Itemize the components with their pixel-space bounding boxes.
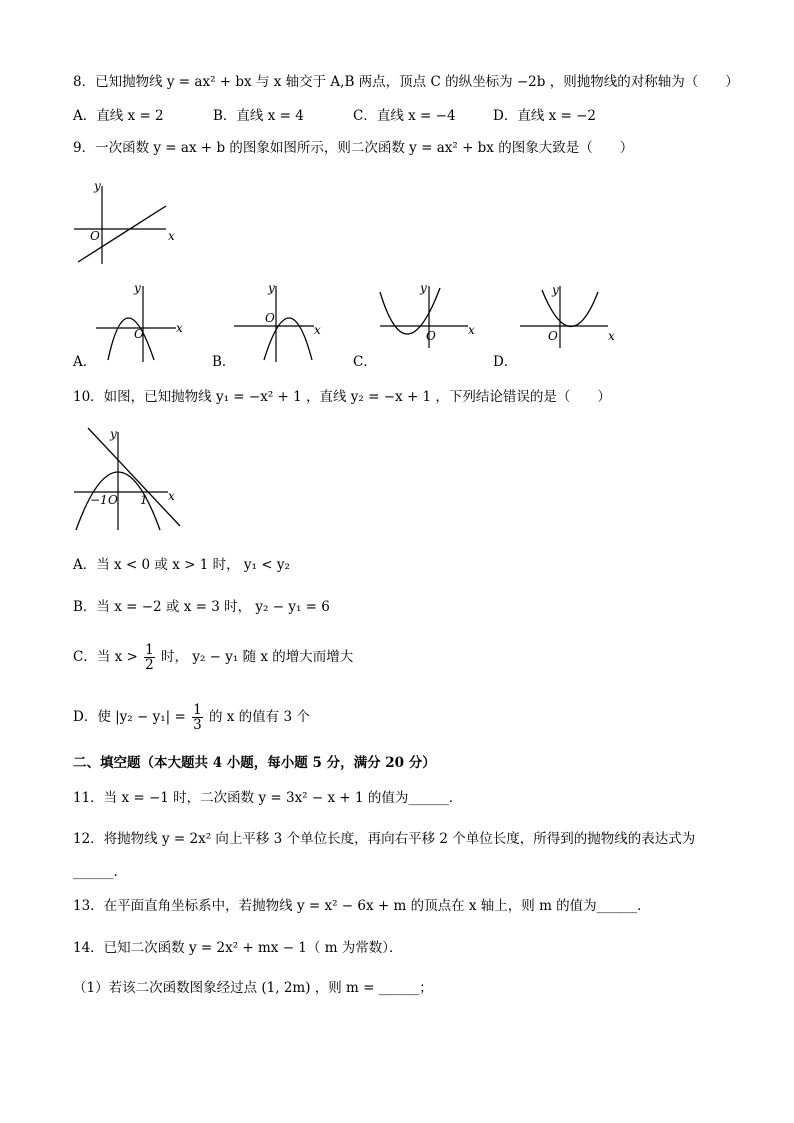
q10-graph-one-label: 1 [140,493,148,507]
q9-b-y-label: y [268,281,275,295]
q9-c-x-label: x [468,323,475,337]
q9-option-c-graph[interactable] [376,282,476,352]
q9-option-b[interactable]: B． [212,354,236,370]
q9-option-b-graph[interactable] [234,282,324,362]
q9-graph-origin-label: O [90,229,100,243]
q9-graph-y-label: y [94,179,101,193]
q10-option-c[interactable] [73,640,353,674]
q9-option-c[interactable]: C． [353,354,377,370]
q13: 13．在平面直角坐标系中，若抛物线 y = x² − 6x + m 的顶点在 x 轴上，则 m 的值为______． [73,898,651,914]
q10-stem: 10．如图，已知抛物线 y₁ = −x² + 1 ，直线 y₂ = −x + 1 ，下列结论错误的是（ ） [73,389,611,405]
q9-c-y-label: y [420,281,427,295]
q11: 11．当 x = −1 时，二次函数 y = 3x² − x + 1 的值为______． [73,790,463,806]
q10-option-d-prefix: D．使 |y₂ − y₁| = [73,709,186,725]
q10-graph-origin-label: O [108,493,118,507]
q9-graph-x-label: x [168,229,175,243]
q9-a-x-label: x [176,321,183,335]
q10-graph [74,426,186,532]
q10-option-d-fraction [192,703,203,732]
q10-option-a[interactable]: A．当 x < 0 或 x > 1 时， y₁ < y₂ [73,557,290,573]
q10-option-b[interactable]: B．当 x = −2 或 x = 3 时， y₂ − y₁ = 6 [73,599,330,615]
q10-graph-x-label: x [168,489,175,503]
q10-option-d-num: 1 [193,702,202,718]
q10-option-c-prefix: C．当 x > [73,649,138,665]
q9-b-x-label: x [314,323,321,337]
q9-d-x-label: x [608,329,615,343]
q10-option-c-suffix: 时， y₂ − y₁ 随 x 的增大而增大 [161,649,354,665]
q12-line2[interactable]: ______． [73,864,127,880]
q9-linear-graph [74,178,180,264]
q9-option-a[interactable]: A． [73,354,97,370]
q9-d-y-label: y [552,283,559,297]
q10-graph-y-label: y [110,427,117,441]
q14-part1: （1）若该二次函数图象经过点 (1, 2m) ，则 m = ______； [73,980,433,996]
q10-option-d-suffix: 的 x 的值有 3 个 [208,709,310,725]
q9-option-a-graph[interactable] [96,282,186,362]
q10-option-c-fraction [144,643,155,672]
q10-option-d[interactable] [73,700,310,734]
q9-option-d[interactable]: D． [493,354,518,370]
q8-stem: 8．已知抛物线 y = ax² + bx 与 x 轴交于 A,B 两点，顶点 C 的纵坐标为 −2b ，则抛物线的对称轴为（ ） [73,74,739,90]
q9-d-origin-label: O [548,329,558,343]
q9-c-origin-label: O [426,329,436,343]
q10-graph-neg-one-label: −1 [90,493,108,507]
q9-a-origin-label: O [134,327,144,341]
q14-stem: 14．已知二次函数 y = 2x² + mx − 1（ m 为常数）． [73,940,403,956]
q9-option-d-graph[interactable] [516,282,616,352]
q8-option-c[interactable]: C．直线 x = −4 [353,108,456,124]
q8-option-a[interactable]: A．直线 x = 2 [73,108,164,124]
q8-option-d[interactable]: D．直线 x = −2 [493,108,597,124]
q12-line1: 12．将抛物线 y = 2x² 向上平移 3 个单位长度，再向右平移 2 个单位长度，所得到的抛物线的表达式为 [73,831,696,847]
q10-option-c-num: 1 [145,642,154,658]
section2-title: 二、填空题（本大题共 4 小题，每小题 5 分，满分 20 分） [73,755,436,771]
q10-option-c-den: 2 [145,657,154,673]
q9-a-y-label: y [134,281,141,295]
q9-b-origin-label: O [265,311,275,325]
q8-option-b[interactable]: B．直线 x = 4 [213,108,304,124]
q10-option-d-den: 3 [193,717,202,733]
q9-stem: 9．一次函数 y = ax + b 的图象如图所示，则二次函数 y = ax² + bx 的图象大致是（ ） [73,140,634,156]
